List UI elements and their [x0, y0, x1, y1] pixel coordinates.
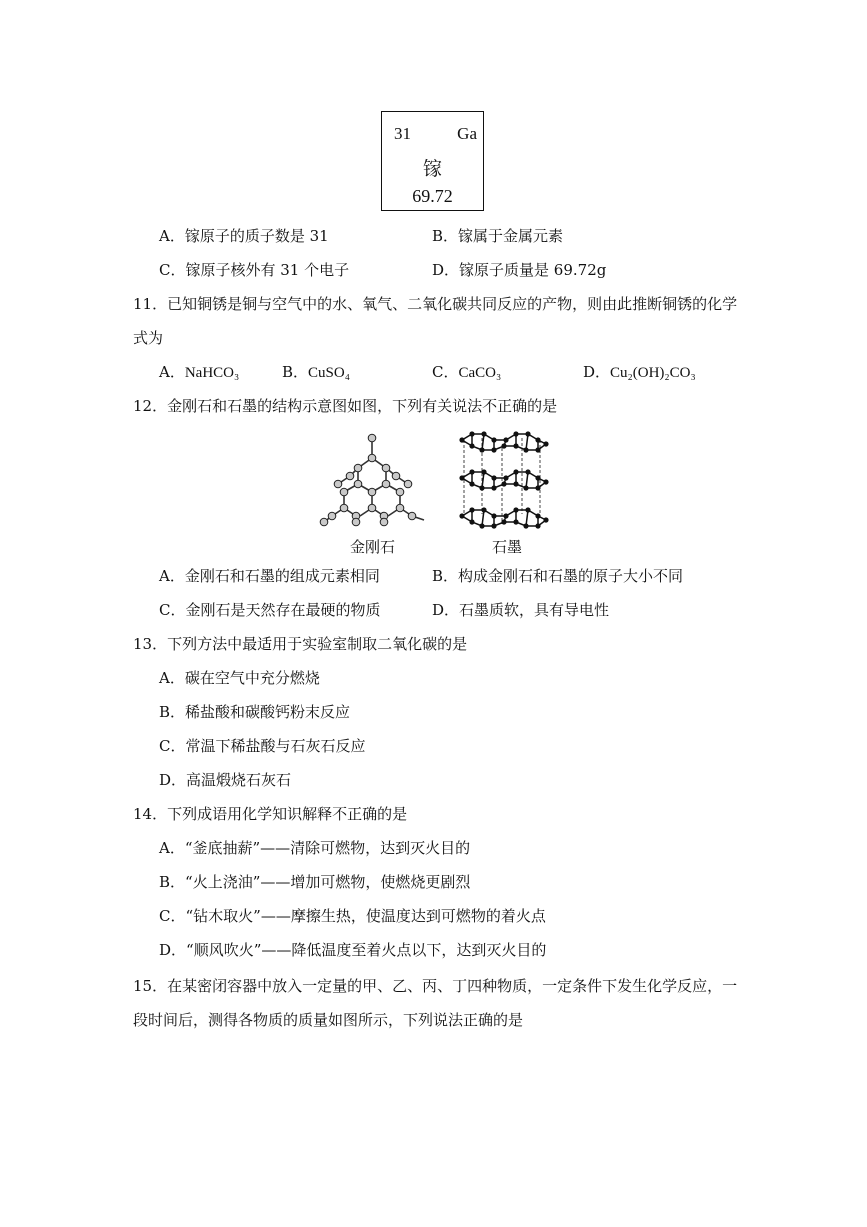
- option-letter: D．: [432, 261, 460, 279]
- q13-option-c: [159, 736, 366, 756]
- q15-stem-line2: 段时间后，测得各物质的质量如图所示，下列说法正确的是: [133, 1011, 524, 1029]
- option-text: 金刚石是天然存在最硬的物质: [185, 601, 381, 619]
- q14-stem: 14．下列成语用化学知识解释不正确的是: [133, 805, 408, 823]
- element-card-gallium: [381, 111, 484, 211]
- q11-option-a: [159, 362, 239, 383]
- option-text: 构成金刚石和石墨的原子大小不同: [458, 567, 684, 585]
- option-text: 金刚石和石墨的组成元素相同: [184, 567, 380, 585]
- element-name: 镓: [422, 158, 442, 180]
- option-text: 碳在空气中充分燃烧: [184, 669, 320, 687]
- option-text: “顺风吹火”——降低温度至着火点以下，达到灭火目的: [186, 941, 547, 959]
- q14-option-c: [159, 906, 546, 926]
- option-letter: B．: [282, 363, 309, 381]
- option-text: “火上浇油”——增加可燃物，使燃烧更剧烈: [185, 873, 471, 891]
- q14-option-a: [159, 838, 470, 858]
- option-letter: C．: [159, 601, 186, 619]
- graphite-structure: [459, 431, 548, 528]
- option-text: CuSO₄: [308, 365, 350, 381]
- atomic-mass: 69.72: [412, 186, 453, 206]
- option-text: Cu₂(OH)₂CO₃: [610, 365, 696, 381]
- option-letter: C．: [159, 907, 186, 925]
- q14-option-d: [159, 940, 546, 960]
- option-letter: B．: [432, 567, 459, 585]
- option-letter: D．: [583, 363, 611, 381]
- option-letter: C．: [432, 363, 459, 381]
- option-text: “釜底抽薪”——清除可燃物，达到灭火目的: [184, 839, 471, 857]
- q10-option-c: [159, 260, 349, 280]
- q10-option-a: [159, 226, 329, 246]
- q13-stem: 13．下列方法中最适用于实验室制取二氧化碳的是: [133, 635, 468, 653]
- option-text: 镓原子核外有 31 个电子: [185, 261, 350, 279]
- q10-option-b: [432, 226, 563, 246]
- q13-option-b: [159, 702, 350, 722]
- q12-option-b: [432, 566, 683, 586]
- option-letter: A．: [159, 839, 185, 857]
- q12-stem: 12．金刚石和石墨的结构示意图如图，下列有关说法不正确的是: [133, 397, 558, 415]
- option-letter: A．: [159, 227, 185, 245]
- option-text: “钻木取火”——摩擦生热，使温度达到可燃物的着火点: [185, 907, 546, 925]
- q15-stem-line1: 15．在某密闭容器中放入一定量的甲、乙、丙、丁四种物质，一定条件下发生化学反应，一: [133, 977, 738, 995]
- option-text: 常温下稀盐酸与石灰石反应: [185, 737, 366, 755]
- option-letter: A．: [159, 567, 185, 585]
- option-text: 稀盐酸和碳酸钙粉末反应: [185, 703, 351, 721]
- option-letter: B．: [159, 873, 186, 891]
- option-text: 镓属于金属元素: [458, 227, 564, 245]
- option-letter: D．: [432, 601, 460, 619]
- option-text: 石墨质软，具有导电性: [459, 601, 610, 619]
- graphite-label: 石墨: [492, 538, 523, 556]
- option-letter: D．: [159, 771, 187, 789]
- diamond-label: 金刚石: [350, 538, 396, 556]
- option-letter: A．: [159, 363, 185, 381]
- element-symbol: Ga: [457, 124, 477, 143]
- option-text: 镓原子的质子数是 31: [184, 227, 329, 245]
- option-letter: C．: [159, 261, 186, 279]
- option-letter: B．: [432, 227, 459, 245]
- atomic-number: 31: [394, 124, 411, 143]
- option-text: 高温煅烧石灰石: [186, 771, 292, 789]
- q11-option-b: [282, 362, 350, 383]
- q11-stem-line2: 式为: [133, 329, 164, 347]
- option-text: 镓原子质量是 69.72g: [459, 261, 607, 279]
- option-letter: D．: [159, 941, 187, 959]
- q13-option-d: [159, 770, 291, 790]
- q12-option-d: [432, 600, 609, 620]
- option-letter: B．: [159, 703, 186, 721]
- option-text: CaCO₃: [458, 365, 502, 381]
- option-letter: A．: [159, 669, 185, 687]
- q12-option-a: [159, 566, 380, 586]
- q13-option-a: [159, 668, 320, 688]
- q10-option-d: [432, 260, 606, 280]
- q12-option-c: [159, 600, 381, 620]
- option-text: NaHCO₃: [184, 365, 240, 381]
- carbon-structures-figure: [316, 428, 556, 536]
- q11-option-c: [432, 362, 501, 383]
- q14-option-b: [159, 872, 470, 892]
- q11-option-d: [583, 362, 696, 383]
- q11-stem-line1: 11．已知铜锈是铜与空气中的水、氧气、二氧化碳共同反应的产物，则由此推断铜锈的化学: [133, 295, 738, 313]
- option-letter: C．: [159, 737, 186, 755]
